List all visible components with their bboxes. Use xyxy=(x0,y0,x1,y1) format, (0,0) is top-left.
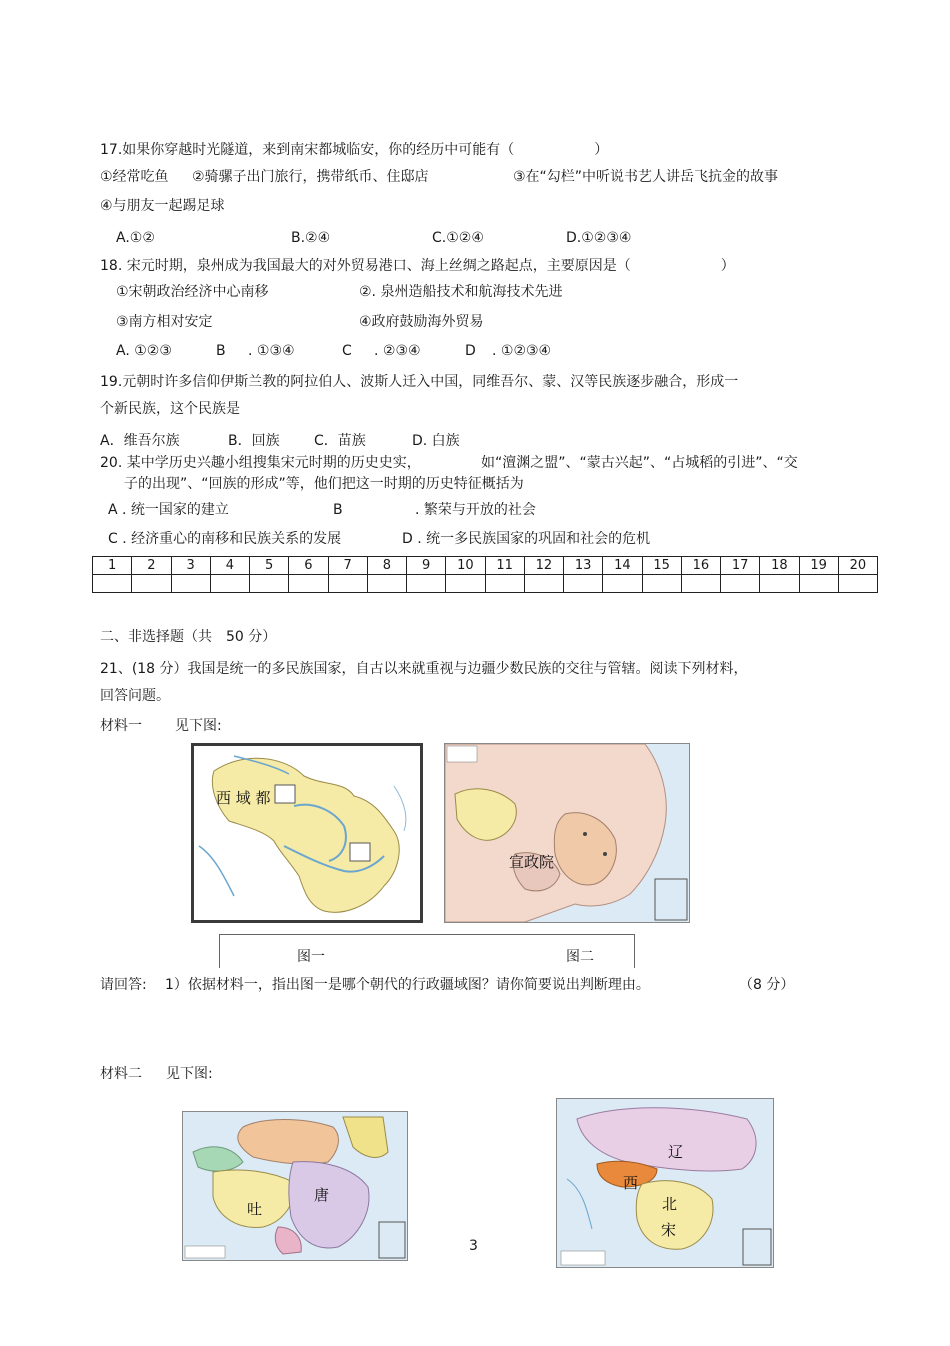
q20-stem-1b: 如“澶渊之盟”、“蒙古兴起”、“占城稻的引进”、“交 xyxy=(481,455,798,471)
map4-label-song: 宋 xyxy=(661,1221,677,1239)
material2-text: 见下图: xyxy=(166,1066,213,1082)
q18-option-b: . ①③④ xyxy=(248,343,295,359)
answer-header-cell: 1 xyxy=(93,557,132,575)
question-1: 1）依据材料一，指出图一是哪个朝代的行政疆域图？请你简要说出判断理由。 xyxy=(165,977,650,993)
q21-stem-1: 21、(18 分）我国是统一的多民族国家，自古以来就重视与边疆少数民族的交往与管辖。阅读下列材料， xyxy=(100,661,748,677)
q19-option-d: D. 白族 xyxy=(412,433,460,449)
map-figure-2 xyxy=(444,743,690,923)
answer-header-cell: 4 xyxy=(210,557,249,575)
q20-option-b-letter: B xyxy=(333,502,343,518)
answer-cell[interactable] xyxy=(250,575,289,593)
q18-option-c: . ②③④ xyxy=(374,343,421,359)
q17-items-1b: ②骑骡子出门旅行，携带纸币、住邸店 xyxy=(192,169,429,185)
q18-item-1: ①宋朝政治经济中心南移 xyxy=(116,284,269,300)
q17-option-d: D.①②③④ xyxy=(566,230,632,246)
map2-label-xuanzhengyuan: 宣政院 xyxy=(509,853,555,871)
q19-stem-1: 19.元朝时许多信仰伊斯兰教的阿拉伯人、波斯人迁入中国，同维吾尔、蒙、汉等民族逐步融合，形成一 xyxy=(100,374,739,390)
answer-cell[interactable] xyxy=(171,575,210,593)
answer-cell[interactable] xyxy=(681,575,720,593)
answer-header-cell: 14 xyxy=(603,557,642,575)
answer-header-cell: 18 xyxy=(760,557,799,575)
q20-option-d: D . 统一多民族国家的巩固和社会的危机 xyxy=(402,531,651,547)
map4-label-xi: 西 xyxy=(623,1174,639,1192)
answer-header-cell: 17 xyxy=(721,557,760,575)
answer-header-cell: 5 xyxy=(250,557,289,575)
q18-option-a: A. ①②③ xyxy=(116,343,172,359)
answer-cell[interactable] xyxy=(132,575,171,593)
question-prefix: 请回答: xyxy=(100,977,147,993)
answer-header-cell: 3 xyxy=(171,557,210,575)
q18-item-3: ③南方相对安定 xyxy=(116,314,213,330)
map-tang xyxy=(182,1111,408,1261)
answer-cell[interactable] xyxy=(721,575,760,593)
map-1-drawing xyxy=(194,746,420,920)
answer-table-blank-row xyxy=(93,575,878,593)
question-1-score: （8 分） xyxy=(739,977,795,993)
answer-header-cell: 2 xyxy=(132,557,171,575)
answer-header-cell: 12 xyxy=(524,557,563,575)
q18-item-4: ④政府鼓励海外贸易 xyxy=(359,314,484,330)
answer-cell[interactable] xyxy=(838,575,877,593)
q18-stem: 18. 宋元时期，泉州成为我国最大的对外贸易港口、海上丝绸之路起点，主要原因是（ ） xyxy=(100,258,735,274)
material2-label: 材料二 xyxy=(100,1066,142,1082)
map3-label-tu: 吐 xyxy=(247,1200,263,1218)
material1-text: 见下图: xyxy=(175,718,222,734)
answer-header-cell: 15 xyxy=(642,557,681,575)
answer-header-cell: 8 xyxy=(367,557,406,575)
answer-header-cell: 11 xyxy=(485,557,524,575)
figure-1-caption: 图一 xyxy=(297,949,325,965)
q18-option-d: . ①②③④ xyxy=(492,343,552,359)
q20-option-b: . 繁荣与开放的社会 xyxy=(415,502,536,518)
map-figure-1 xyxy=(191,743,423,923)
answer-cell[interactable] xyxy=(799,575,838,593)
answer-cell[interactable] xyxy=(603,575,642,593)
section2-title: 二、非选择题（共 50 分） xyxy=(100,629,277,645)
answer-cell[interactable] xyxy=(446,575,485,593)
answer-cell[interactable] xyxy=(485,575,524,593)
map-song-liao xyxy=(556,1098,774,1268)
map1-label-xiyu: 西 域 都 xyxy=(216,789,271,807)
material1-label: 材料一 xyxy=(100,718,142,734)
answer-header-cell: 6 xyxy=(289,557,328,575)
q17-option-a: A.①② xyxy=(116,230,155,246)
answer-cell[interactable] xyxy=(407,575,446,593)
q18-option-d-letter: D xyxy=(465,343,476,359)
q20-option-a: A . 统一国家的建立 xyxy=(108,502,229,518)
map4-label-liao: 辽 xyxy=(668,1143,684,1161)
map4-label-bei: 北 xyxy=(662,1195,678,1213)
answer-header-cell: 13 xyxy=(564,557,603,575)
page-number: 3 xyxy=(469,1238,478,1254)
map-3-drawing xyxy=(183,1112,407,1260)
q19-option-b: B．回族 xyxy=(228,433,280,449)
map3-label-tang: 唐 xyxy=(314,1186,330,1204)
answer-table-header-row xyxy=(93,557,878,575)
q18-option-b-letter: B xyxy=(216,343,226,359)
map-4-drawing xyxy=(557,1099,773,1267)
q20-stem-1a: 20. 某中学历史兴趣小组搜集宋元时期的历史史实， xyxy=(100,455,421,471)
answer-table xyxy=(92,556,878,593)
q20-option-c: C . 经济重心的南移和民族关系的发展 xyxy=(108,531,342,547)
answer-cell[interactable] xyxy=(210,575,249,593)
q19-option-a: A．维吾尔族 xyxy=(100,433,180,449)
q21-stem-2: 回答问题。 xyxy=(100,688,170,704)
q17-items-1a: ①经常吃鱼 xyxy=(100,169,169,185)
q19-stem-2: 个新民族，这个民族是 xyxy=(100,401,240,417)
answer-cell[interactable] xyxy=(93,575,132,593)
q17-option-b: B.②④ xyxy=(291,230,331,246)
q18-item-2: ②. 泉州造船技术和航海技术先进 xyxy=(359,284,563,300)
answer-cell[interactable] xyxy=(524,575,563,593)
answer-cell[interactable] xyxy=(289,575,328,593)
q18-option-c-letter: C xyxy=(342,343,352,359)
q17-items-2: ④与朋友一起踢足球 xyxy=(100,198,225,214)
answer-cell[interactable] xyxy=(642,575,681,593)
q17-stem: 17.如果你穿越时光隧道，来到南宋都城临安，你的经历中可能有（ ） xyxy=(100,142,609,158)
figure-2-caption: 图二 xyxy=(566,949,594,965)
answer-header-cell: 20 xyxy=(838,557,877,575)
answer-header-cell: 7 xyxy=(328,557,367,575)
q20-stem-2: 子的出现”、“回族的形成”等，他们把这一时期的历史特征概括为 xyxy=(124,476,524,492)
q19-option-c: C．苗族 xyxy=(314,433,366,449)
q17-items-1c: ③在“勾栏”中听说书艺人讲岳飞抗金的故事 xyxy=(513,169,779,185)
answer-header-cell: 10 xyxy=(446,557,485,575)
answer-header-cell: 19 xyxy=(799,557,838,575)
answer-cell[interactable] xyxy=(760,575,799,593)
q17-option-c: C.①②④ xyxy=(432,230,484,246)
answer-cell[interactable] xyxy=(367,575,406,593)
answer-header-cell: 16 xyxy=(681,557,720,575)
map-2-drawing xyxy=(445,744,689,922)
answer-header-cell: 9 xyxy=(407,557,446,575)
answer-cell[interactable] xyxy=(564,575,603,593)
answer-cell[interactable] xyxy=(328,575,367,593)
